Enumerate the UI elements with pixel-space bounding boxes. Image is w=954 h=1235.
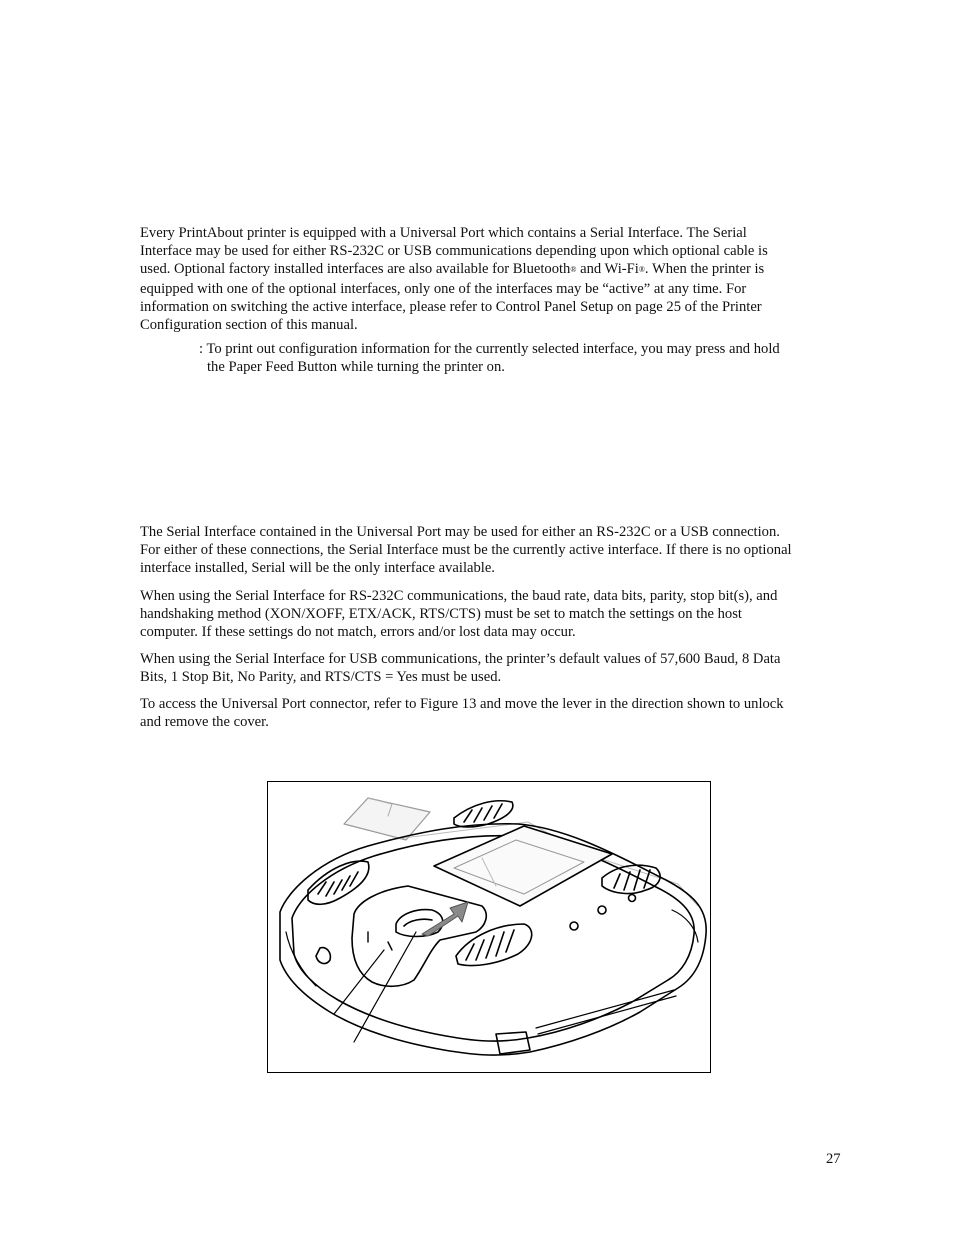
text-line: handshaking method (XON/XOFF, ETX/ACK, RTS/CTS) must be set to match the settings on the host [140, 606, 742, 623]
intro-line: equipped with one of the optional interfaces, only one of the interfaces may be “active” at any time. For [140, 280, 747, 297]
text-line: computer. If these settings do not match, errors and/or lost data may occur. [140, 624, 576, 641]
text-line: When using the Serial Interface for RS-232C communications, the baud rate, data bits, parity, stop bit(s), and [140, 588, 778, 604]
note-line: the Paper Feed Button while turning the printer on. [207, 359, 505, 376]
serial-paragraph-3 [140, 650, 846, 686]
intro-line: Configuration section of this manual. [140, 317, 358, 334]
intro-line: used. Optional factory installed interfaces are also available for Bluetooth® and Wi-Fi®. When the printer is [140, 261, 765, 278]
serial-paragraph-2 [140, 587, 846, 642]
note [199, 340, 839, 376]
serial-paragraph-4 [140, 695, 846, 731]
registered-mark: ® [570, 265, 577, 275]
serial-paragraph-1 [140, 523, 846, 578]
text-line: For either of these connections, the Serial Interface must be the currently active interface. If there is no optional [140, 542, 792, 559]
text-line: When using the Serial Interface for USB communications, the printer’s default values of 57,600 Baud, 8 Data [140, 651, 781, 667]
text-line: To access the Universal Port connector, refer to Figure 13 and move the lever in the direction shown to unlock [140, 696, 784, 712]
text-line: The Serial Interface contained in the Universal Port may be used for either an RS-232C or a USB connection. [140, 524, 780, 540]
printer-figure [267, 781, 711, 1073]
text-line: and remove the cover. [140, 714, 269, 731]
registered-mark: ® [638, 265, 645, 275]
note-line: : To print out configuration information for the currently selected interface, you may press and hold [199, 341, 780, 357]
intro-paragraph [140, 224, 846, 334]
intro-line: Every PrintAbout printer is equipped with a Universal Port which contains a Serial Interface. The Serial [140, 225, 747, 241]
text-line: Bits, 1 Stop Bit, No Parity, and RTS/CTS = Yes must be used. [140, 669, 502, 686]
page-number: 27 [826, 1151, 841, 1167]
text-line: interface installed, Serial will be the only interface available. [140, 560, 495, 577]
printer-illustration-icon [268, 782, 711, 1073]
intro-line: Interface may be used for either RS-232C or USB communications depending upon which optional cable is [140, 243, 768, 260]
intro-line: information on switching the active interface, please refer to Control Panel Setup on page 25 of the Printer [140, 298, 762, 315]
